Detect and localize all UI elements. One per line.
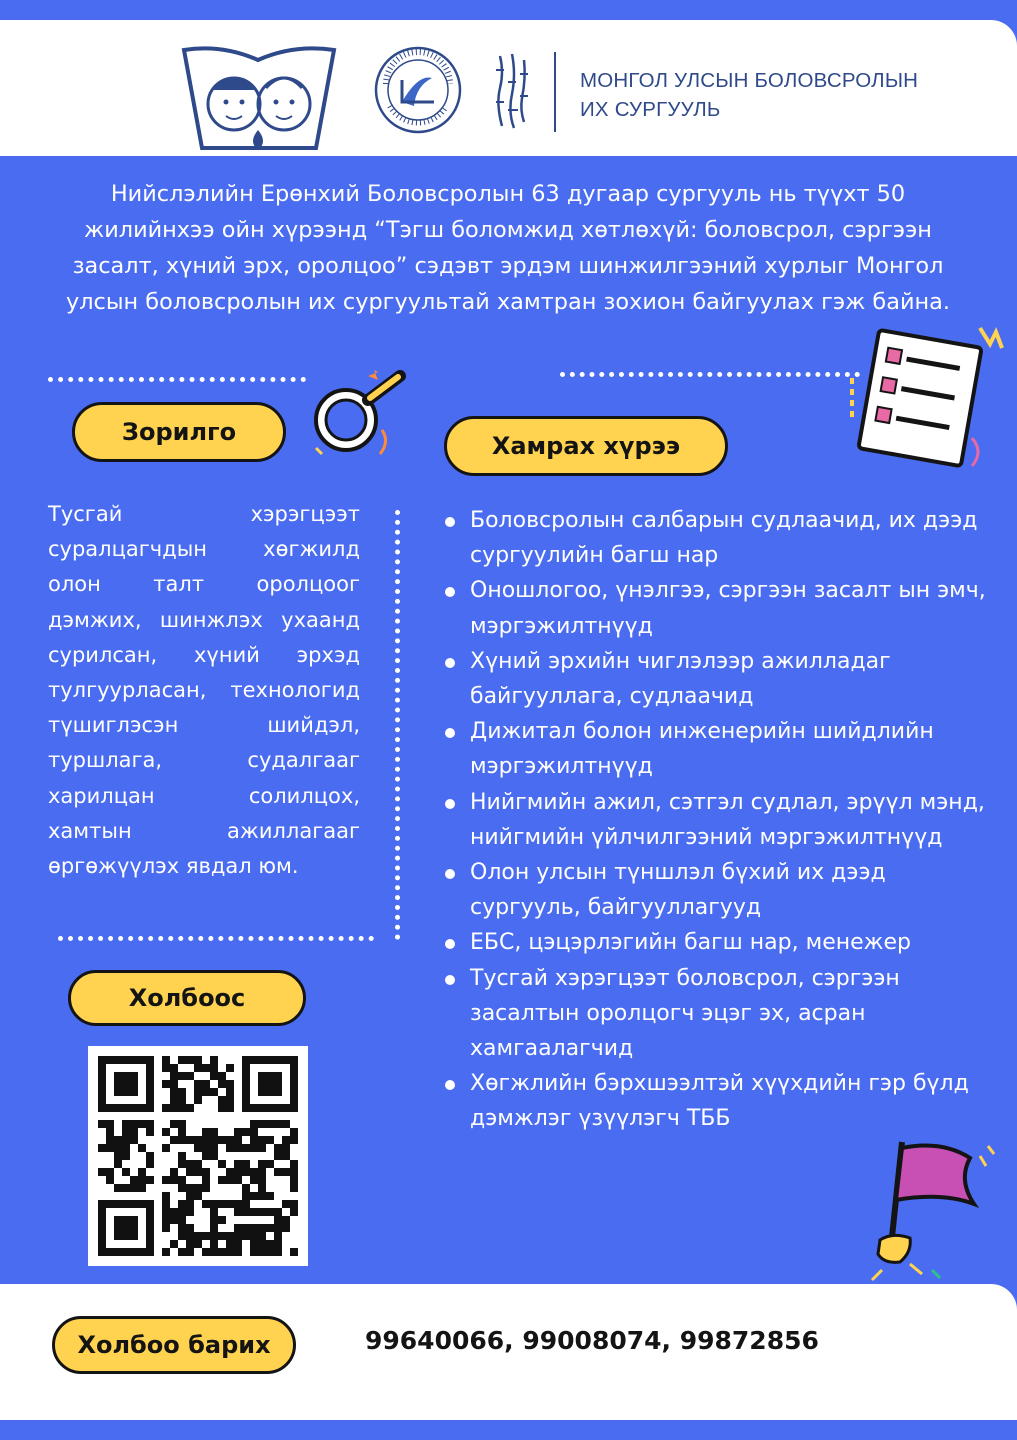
qr-module bbox=[226, 1144, 234, 1152]
qr-module bbox=[290, 1184, 298, 1192]
qr-module bbox=[122, 1144, 130, 1152]
qr-module bbox=[242, 1192, 250, 1200]
qr-module bbox=[290, 1200, 298, 1208]
qr-module bbox=[162, 1200, 170, 1208]
qr-module bbox=[146, 1160, 154, 1168]
qr-module bbox=[170, 1208, 178, 1216]
qr-module bbox=[114, 1144, 122, 1152]
qr-module bbox=[194, 1088, 202, 1096]
qr-module bbox=[218, 1248, 226, 1256]
qr-module bbox=[290, 1248, 298, 1256]
dotted-divider-vertical bbox=[395, 510, 400, 940]
flag-icon bbox=[862, 1136, 1002, 1286]
qr-module bbox=[194, 1160, 202, 1168]
qr-module bbox=[194, 1168, 202, 1176]
qr-module bbox=[282, 1136, 290, 1144]
qr-module bbox=[186, 1136, 194, 1144]
qr-module bbox=[170, 1136, 178, 1144]
qr-module bbox=[290, 1168, 298, 1176]
qr-module bbox=[178, 1072, 186, 1080]
qr-module bbox=[258, 1120, 266, 1128]
goal-text: Тусгай хэрэгцээт суралцагчдын хөгжилд олон талт оролцоог дэмжих, шинжлэх ухаанд сурилсан, хүний эрхэд тулгуурласан, технологид түшиглэсэн шийдэл, туршлага, судалгааг харилцан солилцох, хамтын ажиллагааг өргөжүүлэх явдал юм. bbox=[48, 502, 360, 879]
qr-finder-center bbox=[114, 1216, 138, 1240]
contact-heading-label: Холбоо барих bbox=[77, 1331, 271, 1359]
qr-module bbox=[234, 1224, 242, 1232]
qr-module bbox=[218, 1216, 226, 1224]
qr-module bbox=[210, 1208, 218, 1216]
qr-module bbox=[162, 1056, 170, 1064]
qr-module bbox=[266, 1208, 274, 1216]
contact-phones[interactable]: 99640066, 99008074, 99872856 bbox=[365, 1326, 819, 1355]
qr-module bbox=[194, 1056, 202, 1064]
qr-module bbox=[186, 1192, 194, 1200]
university-name-line2: ИХ СУРГУУЛЬ bbox=[580, 98, 721, 121]
qr-module bbox=[178, 1184, 186, 1192]
qr-module bbox=[178, 1136, 186, 1144]
qr-module bbox=[258, 1192, 266, 1200]
qr-module bbox=[274, 1152, 282, 1160]
qr-module bbox=[194, 1192, 202, 1200]
qr-module bbox=[282, 1224, 290, 1232]
qr-module bbox=[114, 1136, 122, 1144]
qr-module bbox=[114, 1184, 122, 1192]
qr-module bbox=[186, 1232, 194, 1240]
qr-finder-center bbox=[114, 1072, 138, 1096]
qr-module bbox=[106, 1168, 114, 1176]
qr-module bbox=[242, 1160, 250, 1168]
qr-module bbox=[146, 1128, 154, 1136]
qr-module bbox=[146, 1176, 154, 1184]
qr-module bbox=[194, 1064, 202, 1072]
qr-module bbox=[290, 1136, 298, 1144]
qr-module bbox=[274, 1168, 282, 1176]
qr-module bbox=[178, 1248, 186, 1256]
scope-heading-label: Хамрах хүрээ bbox=[491, 432, 681, 460]
dotted-divider-right bbox=[560, 372, 860, 377]
qr-module bbox=[186, 1056, 194, 1064]
qr-module bbox=[218, 1072, 226, 1080]
qr-module bbox=[114, 1152, 122, 1160]
qr-module bbox=[202, 1232, 210, 1240]
qr-module bbox=[258, 1184, 266, 1192]
qr-module bbox=[194, 1096, 202, 1104]
qr-module bbox=[258, 1176, 266, 1184]
qr-module bbox=[170, 1072, 178, 1080]
qr-module bbox=[98, 1168, 106, 1176]
qr-module bbox=[178, 1152, 186, 1160]
qr-module bbox=[106, 1144, 114, 1152]
qr-module bbox=[122, 1136, 130, 1144]
qr-module bbox=[250, 1144, 258, 1152]
qr-module bbox=[290, 1128, 298, 1136]
qr-module bbox=[282, 1120, 290, 1128]
scope-item: Боловсролын салбарын судлаачид, их дээд сургуулийн багш нар bbox=[440, 503, 1000, 573]
qr-module bbox=[114, 1160, 122, 1168]
qr-module bbox=[210, 1248, 218, 1256]
qr-module bbox=[170, 1240, 178, 1248]
qr-module bbox=[226, 1088, 234, 1096]
qr-module bbox=[218, 1080, 226, 1088]
qr-module bbox=[226, 1176, 234, 1184]
qr-module bbox=[138, 1168, 146, 1176]
university-name bbox=[580, 66, 918, 124]
qr-module bbox=[162, 1224, 170, 1232]
qr-module bbox=[194, 1240, 202, 1248]
magnifier-icon bbox=[308, 362, 428, 472]
qr-module bbox=[178, 1056, 186, 1064]
qr-module bbox=[202, 1128, 210, 1136]
qr-module bbox=[234, 1160, 242, 1168]
qr-module bbox=[186, 1240, 194, 1248]
qr-module bbox=[178, 1200, 186, 1208]
qr-module bbox=[234, 1128, 242, 1136]
qr-module bbox=[218, 1176, 226, 1184]
qr-module bbox=[266, 1224, 274, 1232]
qr-module bbox=[226, 1080, 234, 1088]
qr-module bbox=[202, 1064, 210, 1072]
qr-module bbox=[234, 1168, 242, 1176]
qr-module bbox=[162, 1144, 170, 1152]
qr-module bbox=[258, 1168, 266, 1176]
intro-paragraph: Нийслэлийн Ерөнхий Боловсролын 63 дугаар сургууль нь түүхт 50 жилийнхээ ойн хүрээнд “Тэгш боломжид хөтлөхүй: боловсрол, сэргээн засалт, хүний эрх, оролцоо” сэдэвт эрдэм шинжилгээний хурлыг Монгол улсын боловсролын их сургуультай хамтран зохион байгуулах гэж байна. bbox=[66, 181, 950, 315]
link-heading-label: Холбоос bbox=[128, 984, 246, 1012]
qr-module bbox=[210, 1088, 218, 1096]
qr-module bbox=[234, 1232, 242, 1240]
qr-module bbox=[178, 1088, 186, 1096]
qr-module bbox=[290, 1176, 298, 1184]
qr-module bbox=[178, 1120, 186, 1128]
qr-module bbox=[258, 1224, 266, 1232]
qr-module bbox=[266, 1248, 274, 1256]
qr-module bbox=[234, 1176, 242, 1184]
qr-module bbox=[282, 1144, 290, 1152]
qr-module bbox=[266, 1160, 274, 1168]
qr-module bbox=[226, 1104, 234, 1112]
qr-module bbox=[130, 1120, 138, 1128]
qr-module bbox=[178, 1176, 186, 1184]
qr-module bbox=[178, 1232, 186, 1240]
qr-module bbox=[226, 1248, 234, 1256]
qr-module bbox=[162, 1064, 170, 1072]
qr-module bbox=[258, 1160, 266, 1168]
qr-code-icon bbox=[88, 1046, 308, 1266]
qr-module bbox=[274, 1208, 282, 1216]
scope-item: Дижитал болон инженерийн шийдлийн мэргэжилтнүүд bbox=[440, 714, 1000, 784]
qr-module bbox=[210, 1144, 218, 1152]
qr-module bbox=[282, 1168, 290, 1176]
qr-module bbox=[138, 1176, 146, 1184]
qr-module bbox=[98, 1144, 106, 1152]
school-63-logo bbox=[178, 42, 340, 154]
qr-module bbox=[162, 1248, 170, 1256]
qr-module bbox=[106, 1136, 114, 1144]
qr-module bbox=[194, 1080, 202, 1088]
qr-module bbox=[178, 1224, 186, 1232]
qr-module bbox=[178, 1160, 186, 1168]
mongolian-script-emblem bbox=[492, 52, 532, 132]
qr-module bbox=[202, 1248, 210, 1256]
qr-module bbox=[210, 1152, 218, 1160]
qr-module bbox=[162, 1104, 170, 1112]
footer-strip bbox=[0, 1420, 1017, 1440]
qr-module bbox=[250, 1224, 258, 1232]
qr-module bbox=[274, 1248, 282, 1256]
qr-module bbox=[162, 1216, 170, 1224]
scope-item: Тусгай хэрэгцээт боловсрол, сэргээн засалтын оролцогч эцэг эх, асран хамгаалагчид bbox=[440, 961, 1000, 1067]
qr-module bbox=[250, 1232, 258, 1240]
qr-module bbox=[266, 1192, 274, 1200]
qr-module bbox=[106, 1176, 114, 1184]
qr-module bbox=[226, 1240, 234, 1248]
qr-module bbox=[266, 1136, 274, 1144]
qr-module bbox=[178, 1128, 186, 1136]
university-seal bbox=[372, 44, 464, 136]
qr-module bbox=[178, 1096, 186, 1104]
qr-module bbox=[170, 1096, 178, 1104]
header-banner bbox=[0, 20, 1017, 156]
qr-module bbox=[234, 1240, 242, 1248]
qr-module bbox=[202, 1144, 210, 1152]
qr-module bbox=[226, 1168, 234, 1176]
qr-module bbox=[210, 1240, 218, 1248]
scope-item: Олон улсын түншлэл бүхий их дээд сургууль, байгууллагууд bbox=[440, 855, 1000, 925]
qr-module bbox=[242, 1208, 250, 1216]
qr-module bbox=[250, 1248, 258, 1256]
qr-module bbox=[210, 1200, 218, 1208]
qr-module bbox=[282, 1152, 290, 1160]
link-heading bbox=[68, 970, 306, 1026]
qr-module bbox=[218, 1136, 226, 1144]
qr-module bbox=[234, 1144, 242, 1152]
qr-module bbox=[290, 1160, 298, 1168]
qr-module bbox=[162, 1080, 170, 1088]
qr-module bbox=[194, 1232, 202, 1240]
qr-module bbox=[202, 1080, 210, 1088]
scope-item: Хөгжлийн бэрхшээлтэй хүүхдийн гэр бүлд дэмжлэг үзүүлэгч ТББ bbox=[440, 1066, 1000, 1136]
university-name-line1: МОНГОЛ УЛСЫН БОЛОВСРОЛЫН bbox=[580, 69, 919, 92]
qr-module bbox=[202, 1200, 210, 1208]
qr-module bbox=[242, 1200, 250, 1208]
qr-module bbox=[266, 1240, 274, 1248]
goal-heading bbox=[72, 402, 286, 462]
scope-item: ЕБС, цэцэрлэгийн багш нар, менежер bbox=[440, 925, 1000, 960]
qr-module bbox=[170, 1064, 178, 1072]
qr-module bbox=[202, 1136, 210, 1144]
qr-finder-center bbox=[258, 1072, 282, 1096]
qr-module bbox=[274, 1144, 282, 1152]
qr-module bbox=[210, 1072, 218, 1080]
qr-module bbox=[250, 1192, 258, 1200]
goal-heading-label: Зорилго bbox=[121, 418, 237, 446]
qr-module bbox=[258, 1136, 266, 1144]
qr-module bbox=[266, 1120, 274, 1128]
qr-module bbox=[146, 1120, 154, 1128]
scope-list bbox=[440, 503, 1000, 1137]
qr-module bbox=[194, 1184, 202, 1192]
qr-module bbox=[258, 1208, 266, 1216]
top-strip bbox=[0, 0, 1017, 20]
qr-module bbox=[202, 1168, 210, 1176]
qr-module bbox=[218, 1104, 226, 1112]
qr-module bbox=[170, 1080, 178, 1088]
scope-item: Оношлогоо, үнэлгээ, сэргээн засалт ын эмч, мэргэжилтнүүд bbox=[440, 573, 1000, 643]
qr-module bbox=[226, 1096, 234, 1104]
qr-module bbox=[194, 1136, 202, 1144]
qr-module bbox=[178, 1208, 186, 1216]
qr-module bbox=[130, 1176, 138, 1184]
qr-module bbox=[202, 1088, 210, 1096]
qr-module bbox=[162, 1208, 170, 1216]
qr-module bbox=[258, 1232, 266, 1240]
qr-module bbox=[250, 1168, 258, 1176]
qr-module bbox=[122, 1128, 130, 1136]
qr-module bbox=[250, 1128, 258, 1136]
qr-module bbox=[106, 1120, 114, 1128]
qr-module bbox=[138, 1144, 146, 1152]
qr-module bbox=[242, 1168, 250, 1176]
qr-module bbox=[98, 1120, 106, 1128]
qr-module bbox=[234, 1208, 242, 1216]
qr-module bbox=[170, 1104, 178, 1112]
qr-module bbox=[130, 1184, 138, 1192]
qr-module bbox=[250, 1176, 258, 1184]
qr-module bbox=[242, 1232, 250, 1240]
qr-module bbox=[146, 1152, 154, 1160]
qr-module bbox=[178, 1104, 186, 1112]
qr-module bbox=[202, 1184, 210, 1192]
qr-module bbox=[226, 1232, 234, 1240]
qr-module bbox=[242, 1128, 250, 1136]
qr-module bbox=[274, 1240, 282, 1248]
qr-module bbox=[178, 1216, 186, 1224]
qr-module bbox=[130, 1128, 138, 1136]
qr-module bbox=[250, 1120, 258, 1128]
qr-module bbox=[274, 1120, 282, 1128]
qr-module bbox=[122, 1152, 130, 1160]
checklist-icon bbox=[840, 318, 1012, 488]
qr-module bbox=[242, 1224, 250, 1232]
qr-module bbox=[170, 1216, 178, 1224]
qr-module bbox=[186, 1184, 194, 1192]
qr-module bbox=[122, 1168, 130, 1176]
qr-module bbox=[170, 1120, 178, 1128]
qr-module bbox=[210, 1056, 218, 1064]
qr-module bbox=[242, 1184, 250, 1192]
qr-module bbox=[258, 1248, 266, 1256]
qr-module bbox=[194, 1144, 202, 1152]
contact-heading bbox=[52, 1316, 296, 1374]
qr-module bbox=[138, 1120, 146, 1128]
qr-module bbox=[210, 1224, 218, 1232]
header-divider bbox=[554, 52, 556, 132]
qr-module bbox=[162, 1192, 170, 1200]
qr-module bbox=[202, 1152, 210, 1160]
qr-module bbox=[210, 1232, 218, 1240]
qr-module bbox=[258, 1240, 266, 1248]
qr-module bbox=[234, 1200, 242, 1208]
scope-item: Хүний эрхийн чиглэлээр ажилладаг байгууллага, судлаачид bbox=[440, 644, 1000, 714]
qr-module bbox=[186, 1104, 194, 1112]
qr-module bbox=[170, 1088, 178, 1096]
qr-module bbox=[170, 1176, 178, 1184]
qr-module bbox=[234, 1136, 242, 1144]
scope-heading bbox=[444, 416, 728, 476]
qr-module bbox=[122, 1184, 130, 1192]
dotted-divider-bottom bbox=[58, 936, 374, 941]
qr-module bbox=[274, 1224, 282, 1232]
qr-module bbox=[186, 1072, 194, 1080]
qr-module bbox=[210, 1064, 218, 1072]
qr-module bbox=[106, 1128, 114, 1136]
qr-module bbox=[218, 1096, 226, 1104]
qr-module bbox=[258, 1144, 266, 1152]
qr-module bbox=[218, 1232, 226, 1240]
qr-module bbox=[282, 1200, 290, 1208]
qr-module bbox=[226, 1136, 234, 1144]
qr-module bbox=[210, 1128, 218, 1136]
qr-module bbox=[186, 1200, 194, 1208]
qr-code[interactable] bbox=[88, 1046, 308, 1266]
qr-module bbox=[186, 1208, 194, 1216]
qr-module bbox=[250, 1240, 258, 1248]
scope-item: Нийгмийн ажил, сэтгэл судлал, эрүүл мэнд, нийгмийн үйлчилгээний мэргэжилтнүүд bbox=[440, 785, 1000, 855]
qr-module bbox=[186, 1168, 194, 1176]
qr-module bbox=[138, 1184, 146, 1192]
qr-module bbox=[226, 1200, 234, 1208]
qr-module bbox=[250, 1136, 258, 1144]
qr-module bbox=[162, 1176, 170, 1184]
qr-module bbox=[210, 1216, 218, 1224]
qr-module bbox=[290, 1208, 298, 1216]
qr-module bbox=[218, 1200, 226, 1208]
qr-module bbox=[226, 1064, 234, 1072]
qr-module bbox=[282, 1216, 290, 1224]
qr-module bbox=[186, 1248, 194, 1256]
dotted-divider-left bbox=[48, 377, 306, 382]
qr-module bbox=[210, 1136, 218, 1144]
qr-module bbox=[218, 1160, 226, 1168]
qr-module bbox=[186, 1160, 194, 1168]
qr-module bbox=[122, 1120, 130, 1128]
qr-module bbox=[130, 1136, 138, 1144]
qr-module bbox=[234, 1248, 242, 1256]
qr-module bbox=[202, 1176, 210, 1184]
qr-module bbox=[274, 1232, 282, 1240]
qr-module bbox=[250, 1208, 258, 1216]
qr-module bbox=[186, 1224, 194, 1232]
qr-module bbox=[162, 1128, 170, 1136]
qr-module bbox=[242, 1144, 250, 1152]
qr-module bbox=[170, 1168, 178, 1176]
qr-module bbox=[274, 1216, 282, 1224]
